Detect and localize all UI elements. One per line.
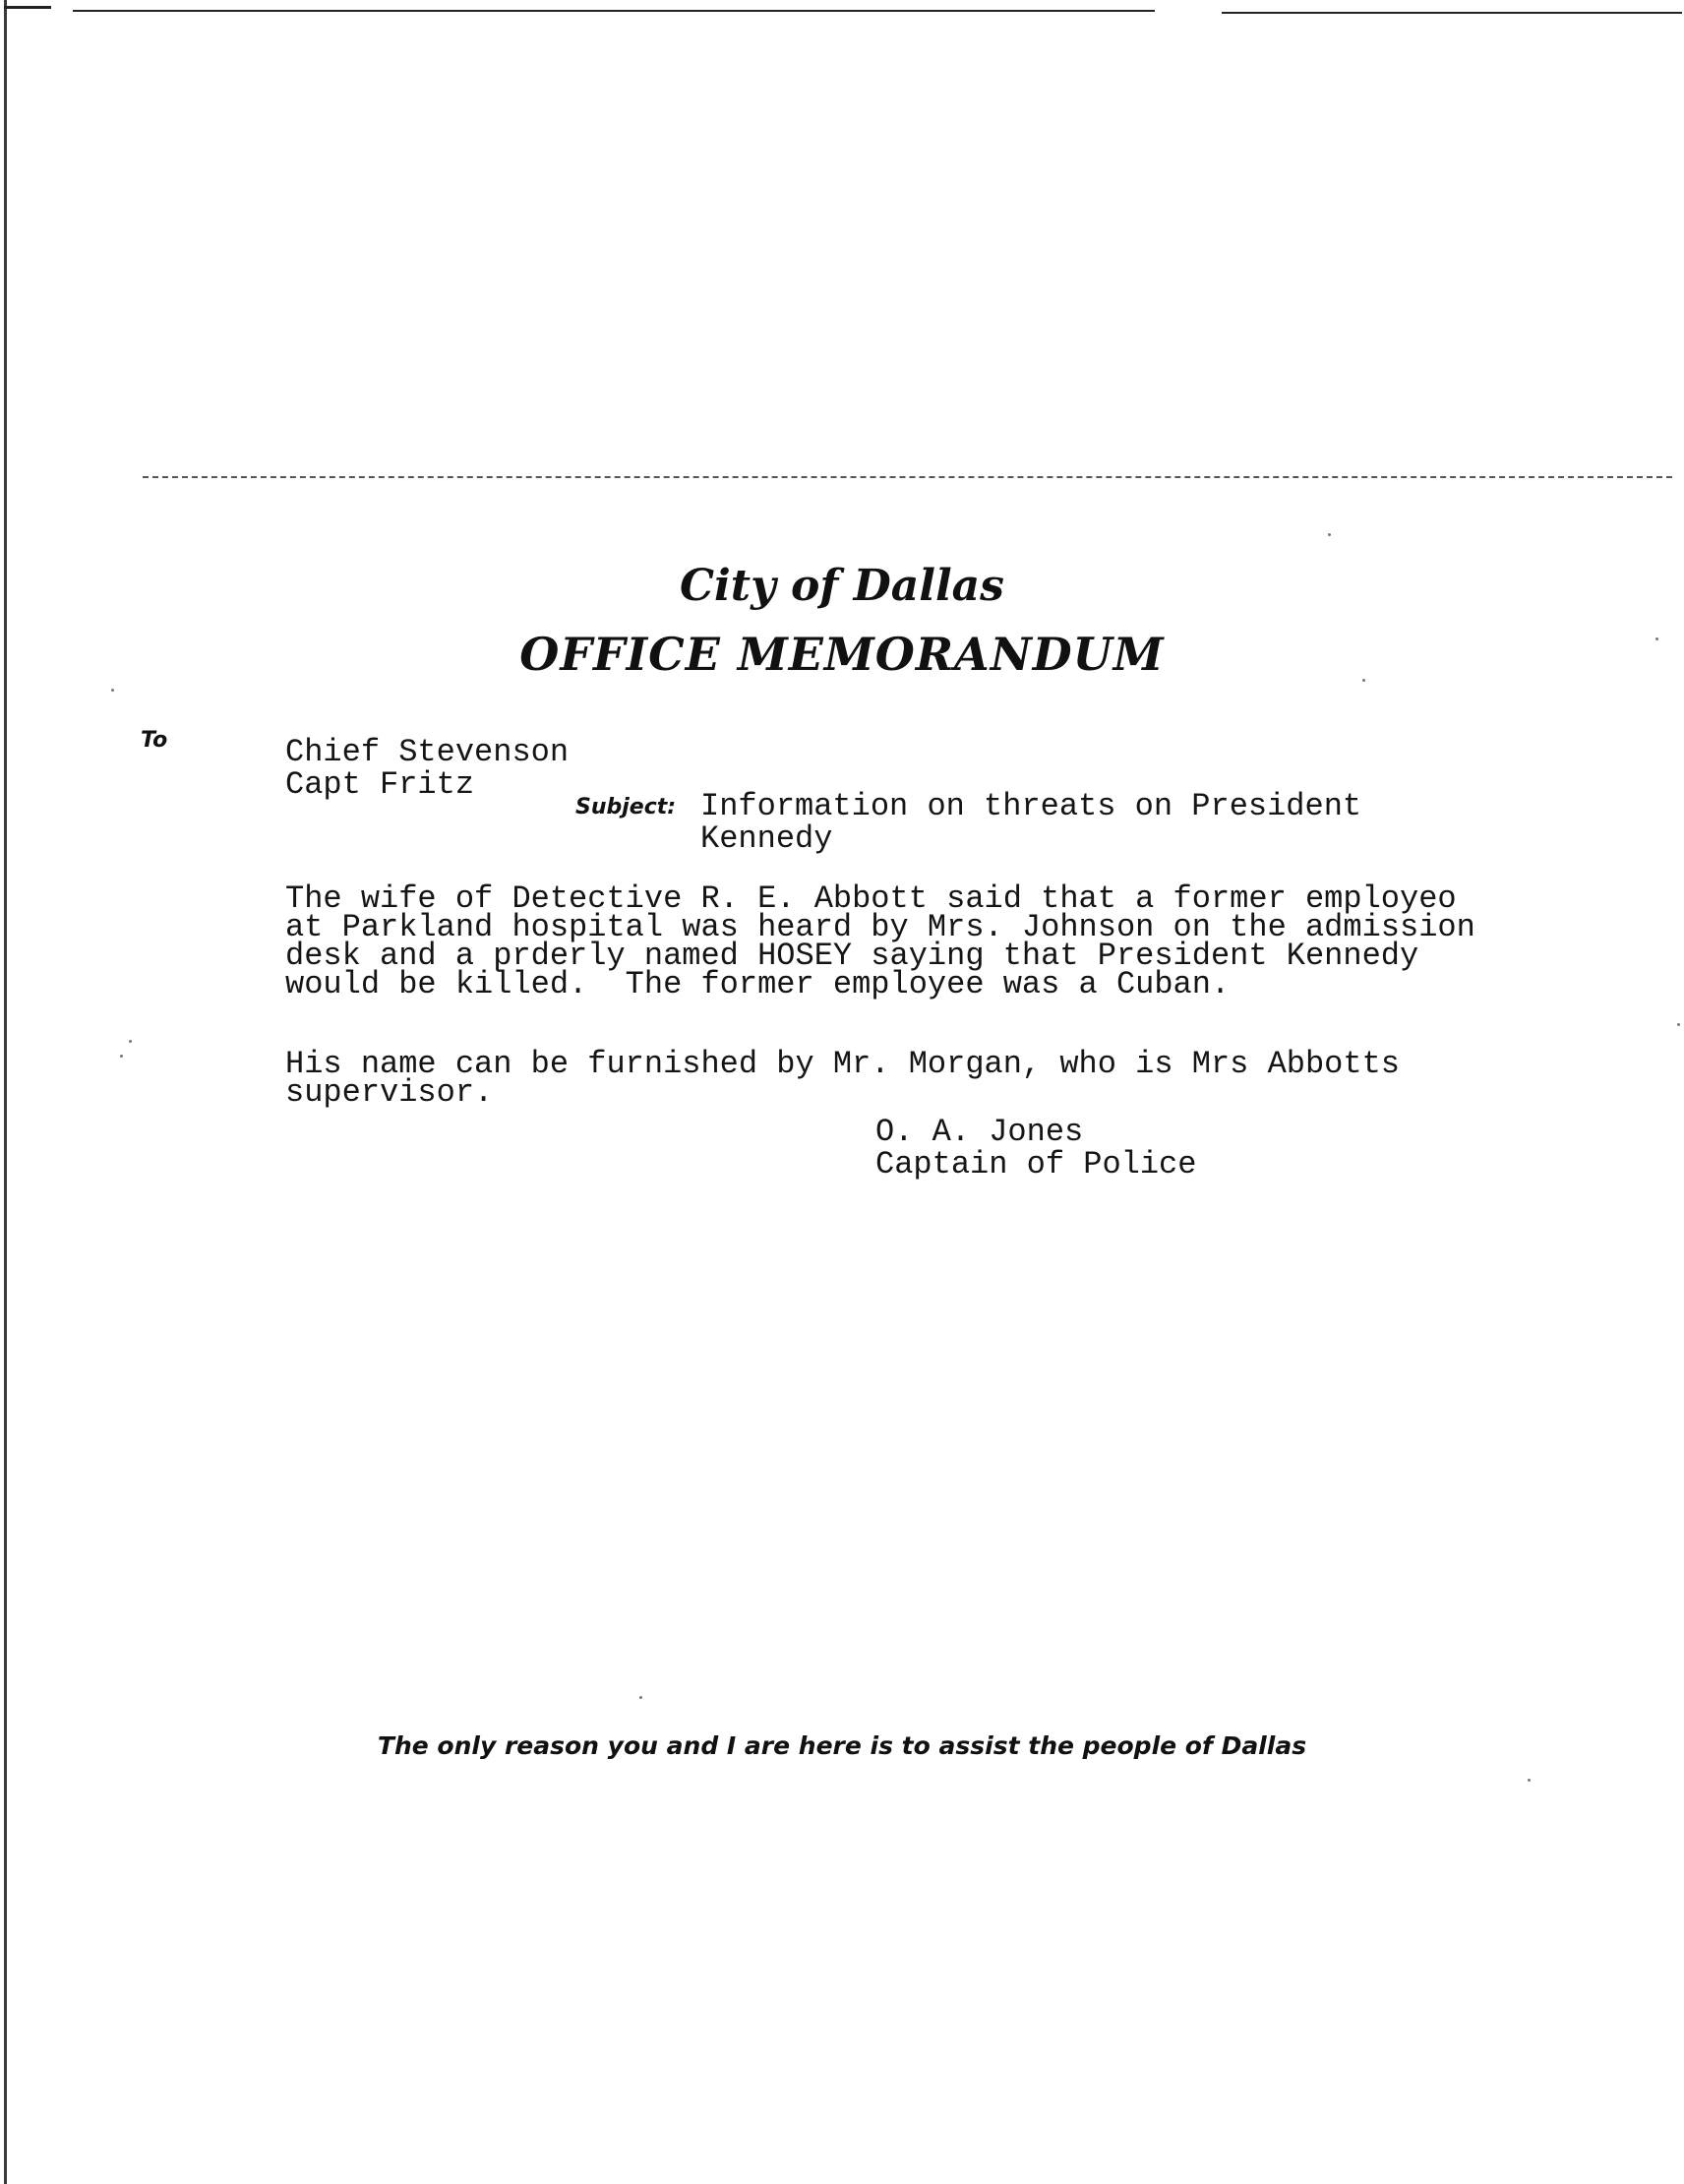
recipient-2: Capt Fritz — [285, 766, 475, 803]
scan-border-left — [4, 0, 7, 2184]
scan-speck — [1528, 1779, 1531, 1782]
scan-speck — [1328, 533, 1331, 536]
letterhead-title: OFFICE MEMORANDUM — [519, 628, 1165, 681]
scan-border-top-left — [4, 6, 51, 9]
body-line: at Parkland hospital was heard by Mrs. Johnson on the admission — [285, 909, 1475, 945]
footer-motto: The only reason you and I are here is to assist the people of Dallas — [377, 1731, 1307, 1760]
scan-border-top-right — [1222, 12, 1682, 14]
to-label: To — [141, 728, 168, 753]
recipient-1: Chief Stevenson — [285, 734, 570, 770]
body-line: supervisor. — [285, 1074, 494, 1111]
body-line: would be killed. The former employee was a Cuban. — [285, 966, 1231, 1002]
scan-speck — [120, 1055, 123, 1058]
scan-speck — [129, 1040, 132, 1043]
scan-border-top — [73, 10, 1155, 12]
letterhead-city: City of Dallas — [680, 561, 1004, 611]
scan-speck — [111, 689, 114, 692]
fold-line — [143, 476, 1672, 478]
body-line: desk and a prderly named HOSEY saying that President Kennedy — [285, 938, 1419, 974]
scan-speck — [1362, 679, 1365, 682]
subject-label: Subject: — [575, 795, 677, 819]
body-line: His name can be furnished by Mr. Morgan, who is Mrs Abbotts — [285, 1046, 1400, 1082]
scan-speck — [1677, 1023, 1680, 1026]
subject-line-1: Information on threats on President — [700, 788, 1362, 824]
body-line: The wife of Detective R. E. Abbott said that a former employeo — [285, 880, 1457, 917]
scan-speck — [1655, 637, 1658, 640]
signature-name: O. A. Jones — [875, 1114, 1084, 1150]
scan-speck — [639, 1696, 642, 1699]
subject-line-2: Kennedy — [700, 820, 833, 857]
signature-title: Captain of Police — [875, 1146, 1197, 1183]
